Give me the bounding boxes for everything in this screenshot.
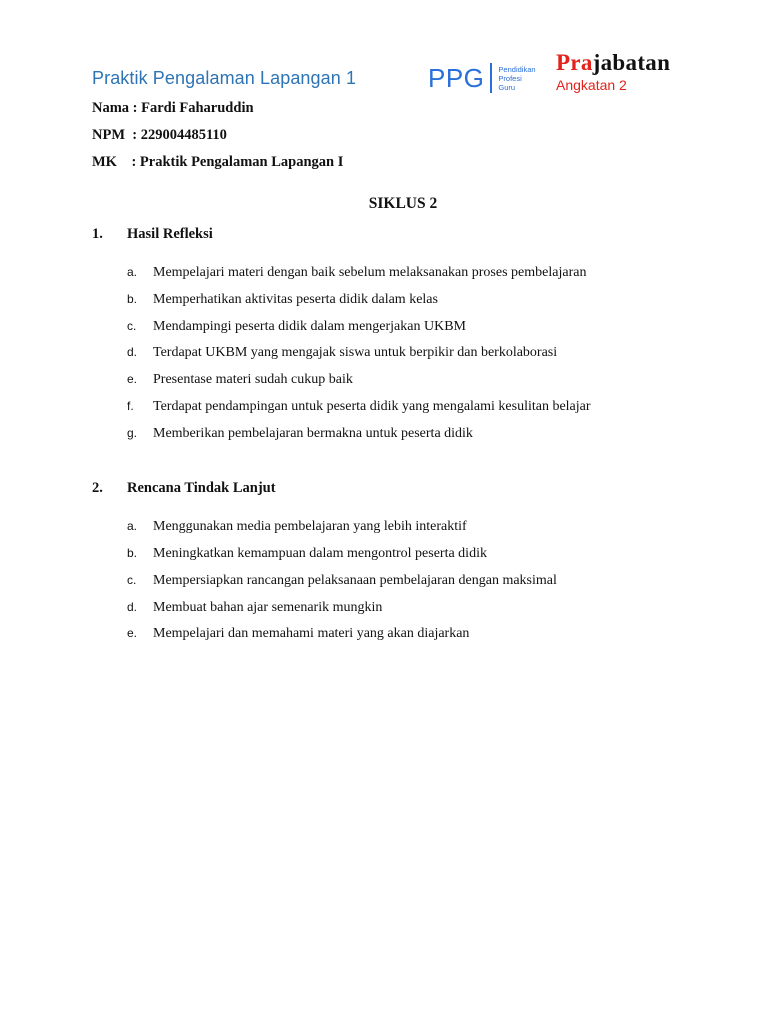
section-number: 1. <box>92 226 103 242</box>
ppg-logo-subtitle-line: Pendidikan <box>498 64 536 74</box>
list-item-text: Presentase materi sudah cukup baik <box>153 372 353 387</box>
prajabatan-logo-red: Pra <box>556 50 593 75</box>
list-item <box>127 372 353 388</box>
list-item-letter: e. <box>127 626 138 640</box>
list-item-letter: b. <box>127 546 138 560</box>
list-item-letter: b. <box>127 292 138 306</box>
list-item <box>127 519 467 535</box>
list-item-text: Mempersiapkan rancangan pelaksanaan pembelajaran dengan maksimal <box>153 573 557 588</box>
list-item-text: Menggunakan media pembelajaran yang lebih interaktif <box>153 519 467 534</box>
section-title: Rencana Tindak Lanjut <box>127 480 276 496</box>
section-title: Hasil Refleksi <box>127 226 213 242</box>
page-heading: SIKLUS 2 <box>368 195 438 212</box>
list-item-text: Meningkatkan kemampuan dalam mengontrol peserta didik <box>153 546 487 561</box>
info-nama: Nama : Fardi Faharuddin <box>92 100 254 116</box>
list-item <box>127 546 487 562</box>
document-header-title: Praktik Pengalaman Lapangan 1 <box>92 68 357 88</box>
list-item-text: Mempelajari dan memahami materi yang akan diajarkan <box>153 626 470 641</box>
ppg-logo-subtitle-line: Guru <box>498 82 516 92</box>
list-item-text: Membuat bahan ajar semenarik mungkin <box>153 600 383 615</box>
info-npm: NPM : 229004485110 <box>92 127 227 143</box>
list-item-text: Terdapat UKBM yang mengajak siswa untuk berpikir dan berkolaborasi <box>153 345 558 360</box>
list-item-letter: a. <box>127 519 138 533</box>
list-item-text: Memperhatikan aktivitas peserta didik dalam kelas <box>153 292 438 307</box>
section-number: 2. <box>92 480 103 496</box>
ppg-logo-text: PPG <box>428 62 485 93</box>
list-item <box>127 600 382 616</box>
list-item-text: Memberikan pembelajaran bermakna untuk peserta didik <box>153 426 473 441</box>
list-item <box>127 626 469 642</box>
list-item <box>127 426 473 442</box>
list-item-letter: a. <box>127 265 138 279</box>
ppg-logo-subtitle-line: Profesi <box>498 73 522 83</box>
prajabatan-logo <box>556 50 670 93</box>
list-item-letter: d. <box>127 600 138 614</box>
prajabatan-logo-black: jabatan <box>592 50 671 75</box>
list-item-letter: d. <box>127 345 138 359</box>
list-item-letter: c. <box>127 319 137 333</box>
list-item <box>127 265 586 281</box>
prajabatan-logo-text <box>556 50 670 76</box>
ppg-logo <box>428 60 536 96</box>
list-item-letter: c. <box>127 573 137 587</box>
ppg-logo-subtitle <box>498 65 535 92</box>
list-item-text: Mendampingi peserta didik dalam mengerjakan UKBM <box>153 319 466 334</box>
list-item-letter: f. <box>127 399 134 413</box>
list-item <box>127 345 557 361</box>
list-item-letter: e. <box>127 372 138 386</box>
ppg-logo-divider <box>490 63 492 93</box>
list-item <box>127 573 557 589</box>
list-item-text: Terdapat pendampingan untuk peserta didik yang mengalami kesulitan belajar <box>153 399 591 414</box>
list-item <box>127 399 591 415</box>
list-item <box>127 319 466 335</box>
list-item <box>127 292 438 308</box>
section-heading-hasil-refleksi <box>92 226 213 243</box>
list-item-text: Mempelajari materi dengan baik sebelum melaksanakan proses pembelajaran <box>153 265 587 280</box>
list-item-letter: g. <box>127 426 138 440</box>
section-heading-rencana-tindak-lanjut <box>92 480 276 497</box>
prajabatan-logo-angkatan: Angkatan 2 <box>556 77 627 93</box>
info-mk: MK : Praktik Pengalaman Lapangan I <box>92 154 344 170</box>
